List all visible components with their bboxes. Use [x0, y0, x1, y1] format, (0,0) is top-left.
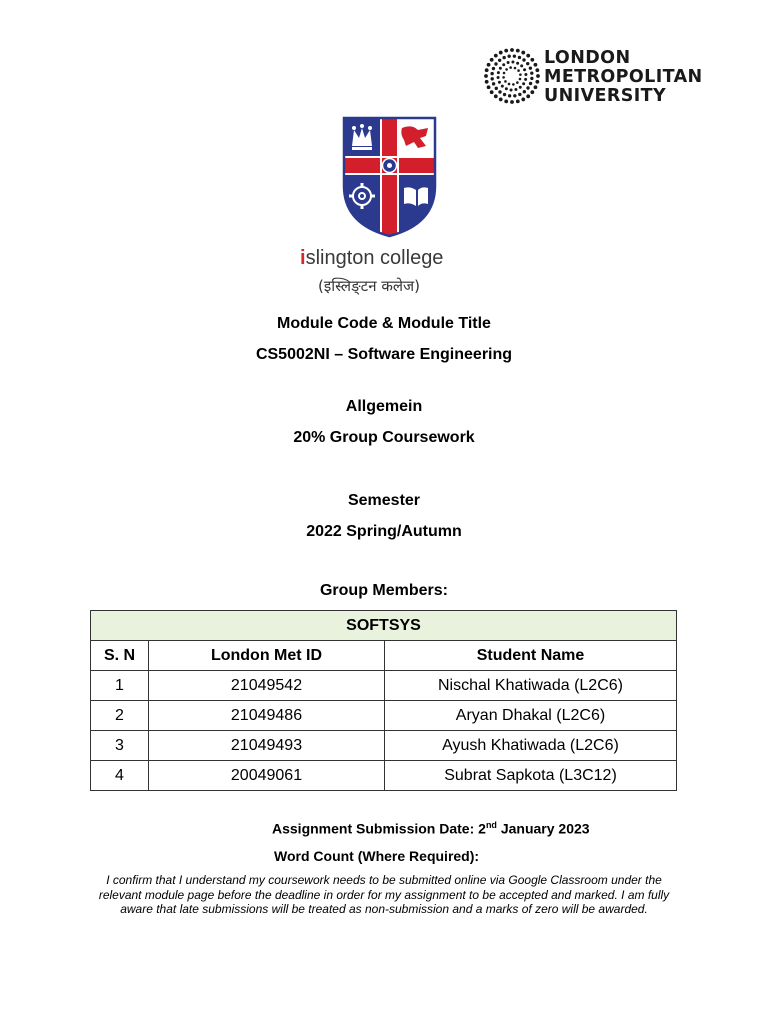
cell-id: 21049493 [149, 731, 385, 761]
cell-name: Ayush Khatiwada (L2C6) [385, 731, 677, 761]
cell-sn: 1 [91, 671, 149, 701]
table-row [91, 701, 677, 731]
lmu-word-2: METROPOLITAN [544, 67, 703, 87]
column-header-id: London Met ID [149, 641, 385, 671]
submission-date-suffix: nd [485, 820, 497, 830]
table-header-row [91, 641, 677, 671]
coursework-type: 20% Group Coursework [293, 429, 475, 446]
cell-sn: 4 [91, 761, 149, 791]
coursework-category: Allgemein [345, 398, 423, 415]
cell-sn: 3 [91, 731, 149, 761]
confirmation-statement: I confirm that I understand my coursework needs to be submitted online via Google Classroom under the relevant module page before the deadline in order for my assignment to be accepted and marked. I am fully aware that late submissions will be treated as non-submission and a marks of zero will be awarded. [98, 873, 670, 916]
cell-name: Subrat Sapkota (L3C12) [385, 761, 677, 791]
column-header-sn: S. N [91, 641, 149, 671]
submission-date-rest: January 2023 [496, 820, 590, 837]
submission-date-label: Assignment Submission Date: 2 [272, 820, 486, 837]
group-members-table [90, 610, 677, 791]
module-heading: Module Code & Module Title [277, 315, 491, 332]
cell-name: Nischal Khatiwada (L2C6) [385, 671, 677, 701]
cell-id: 21049486 [149, 701, 385, 731]
table-row [91, 761, 677, 791]
team-name: SOFTSYS [91, 611, 677, 641]
college-name-rest: slington college [305, 247, 444, 269]
islington-college-shield-icon [342, 116, 437, 238]
team-name-row [91, 611, 677, 641]
cell-id: 21049542 [149, 671, 385, 701]
submission-date [272, 820, 590, 837]
module-title: CS5002NI – Software Engineering [255, 346, 513, 363]
cell-name: Aryan Dhakal (L2C6) [385, 701, 677, 731]
lmu-dot-ring-icon [484, 46, 540, 106]
college-name [300, 246, 443, 270]
table-row [91, 671, 677, 701]
lmu-wordmark [544, 49, 703, 106]
lmu-word-3: UNIVERSITY [544, 86, 667, 106]
lmu-word-1: LONDON [544, 48, 631, 68]
london-met-logo [484, 46, 703, 110]
college-name-i: i [300, 247, 306, 269]
cell-id: 20049061 [149, 761, 385, 791]
semester-heading: Semester [347, 492, 421, 509]
table-row [91, 731, 677, 761]
group-members-heading: Group Members: [319, 582, 448, 599]
semester-value: 2022 Spring/Autumn [306, 523, 462, 540]
column-header-name: Student Name [385, 641, 677, 671]
cell-sn: 2 [91, 701, 149, 731]
word-count-label: Word Count (Where Required): [274, 848, 480, 864]
college-name-devanagari: (इस्लिङ्टन कलेज) [318, 277, 420, 295]
